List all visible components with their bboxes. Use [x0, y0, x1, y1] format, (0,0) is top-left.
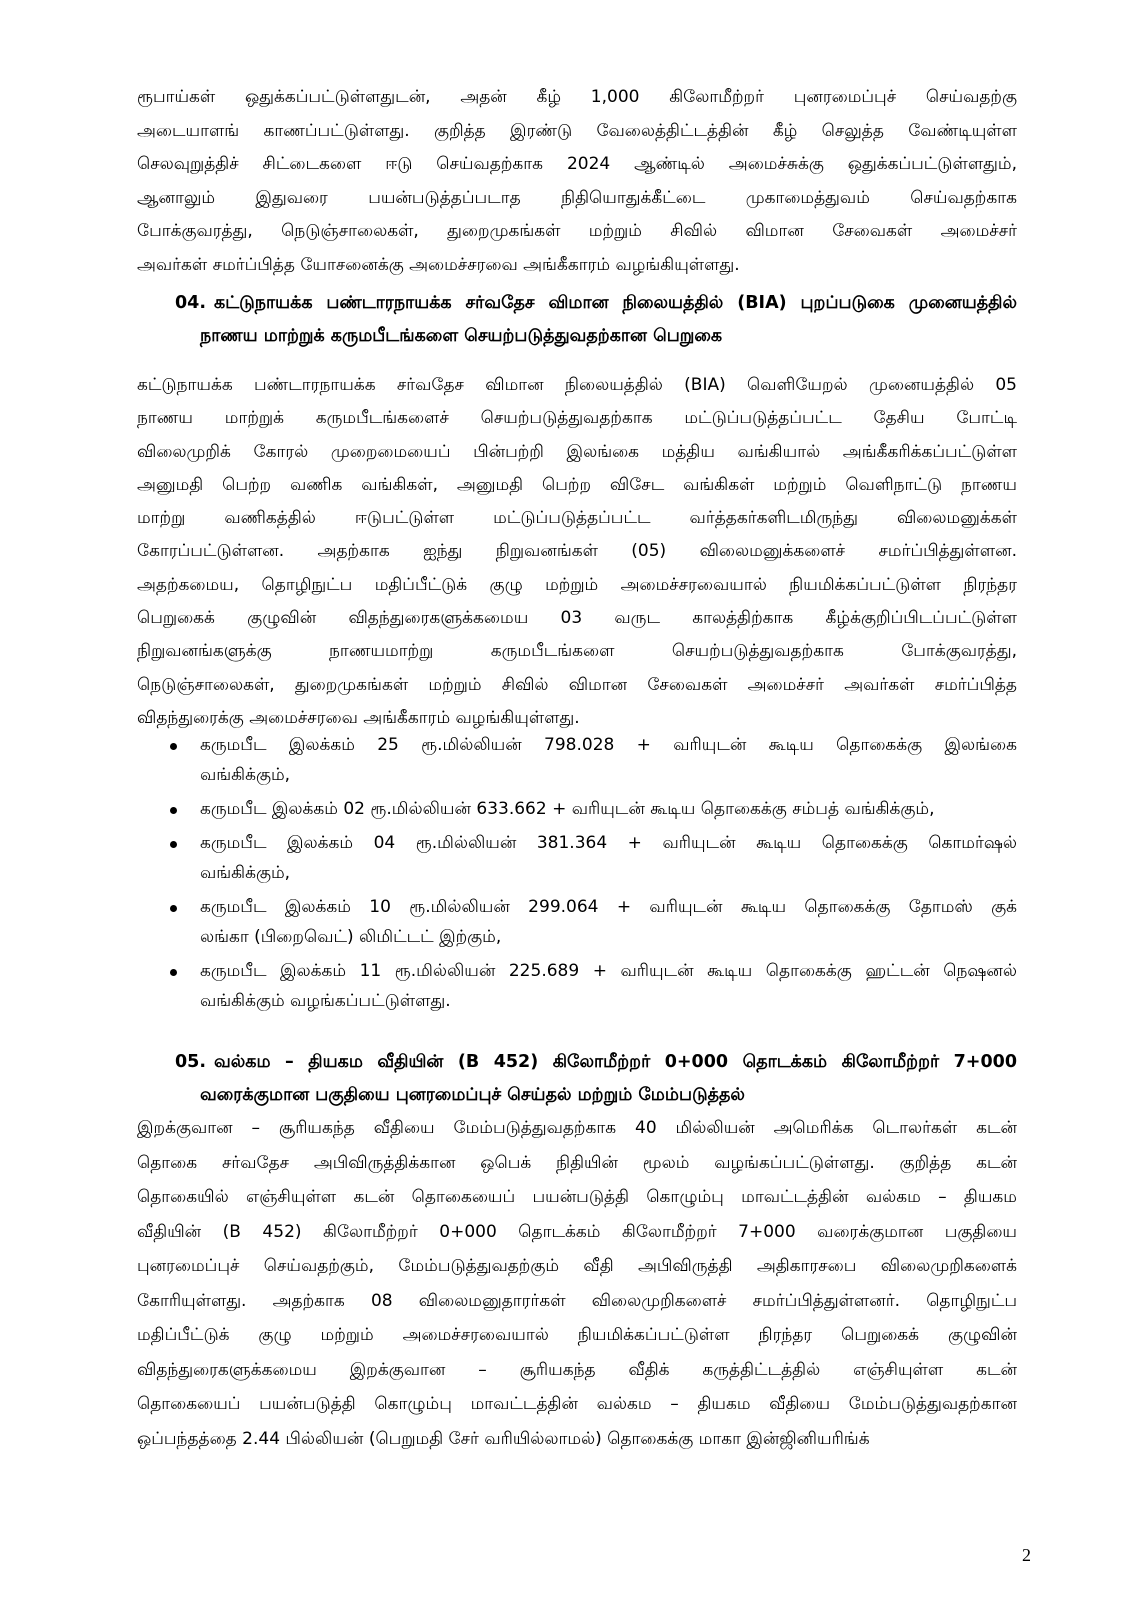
paragraph-top	[137, 81, 1017, 282]
bullet-item-line: கருமபீட இலக்கம் 02 ரூ.மில்லியன் 633.662 + வரியுடன் கூடிய தொகைக்கு சம்பத் வங்கிக்கும்,	[200, 799, 935, 819]
section-04-number: 04.	[175, 293, 207, 313]
bullet-item	[170, 892, 1017, 952]
bullet-item-line: லங்கா (பிறைவெட்) லிமிட்டட் இற்கும்,	[200, 927, 502, 947]
section-05-paragraph-line: விதந்துரைகளுக்கமைய இறக்குவான – சூரியகந்த வீதிக் கருத்திட்டத்தில் எஞ்சியுள்ள கடன்	[137, 1359, 1017, 1380]
section-04-paragraph-line: அதற்கமைய, தொழிநுட்ப மதிப்பீட்டுக் குழு மற்றும் அமைச்சரவையால் நியமிக்கப்பட்டுள்ள நிரந்தர	[137, 574, 1017, 595]
section-05-title-part-1: வல்கம – தியகம வீதியின் (B 452) கிலோமீற்றர் 0+000 தொடக்கம் கிலோமீற்றர் 7+000	[214, 1052, 1017, 1072]
bullet-item-line: வங்கிக்கும்,	[200, 765, 291, 785]
section-05-paragraph-line: ஒப்பந்தத்தை 2.44 பில்லியன் (பெறுமதி சேர் வரியில்லாமல்) தொகைக்கு மாகா இன்ஜினியரிங்க்	[137, 1428, 870, 1449]
section-05-heading-line-2	[175, 1079, 1017, 1112]
section-04-paragraph-line: கோரப்பட்டுள்ளன. அதற்காக ஐந்து நிறுவனங்கள் (05) விலைமனுக்களைச் சமர்ப்பித்துள்ளன.	[137, 541, 1017, 562]
bullet-item	[170, 730, 1017, 790]
section-04-heading	[175, 287, 1017, 353]
section-05-paragraph-line: வீதியின் (B 452) கிலோமீற்றர் 0+000 தொடக்கம் கிலோமீற்றர் 7+000 வரைக்குமான பகுதியை	[137, 1221, 1017, 1242]
bullet-item	[170, 828, 1017, 888]
bullet-item-line: கருமபீட இலக்கம் 11 ரூ.மில்லியன் 225.689 + வரியுடன் கூடிய தொகைக்கு ஹட்டன் நெஷனல்	[200, 961, 1017, 981]
section-05-paragraph-line: மதிப்பீட்டுக் குழு மற்றும் அமைச்சரவையால் நியமிக்கப்பட்டுள்ள நிரந்தர பெறுகைக் குழுவின்	[137, 1325, 1017, 1345]
bullet-item	[170, 794, 1017, 824]
section-04-paragraph-line: விலைமுறிக் கோரல் முறைமையைப் பின்பற்றி இலங்கை மத்திய வங்கியால் அங்கீகரிக்கப்பட்டுள்ள	[137, 441, 1017, 462]
bullet-item-line: கருமபீட இலக்கம் 25 ரூ.மில்லியன் 798.028 + வரியுடன் கூடிய தொகைக்கு இலங்கை	[200, 735, 1017, 755]
section-04-paragraph-line: நாணய மாற்றுக் கருமபீடங்களைச் செயற்படுத்துவதற்காக மட்டுப்படுத்தப்பட்ட தேசிய போட்டி	[137, 408, 1017, 429]
paragraph-top-line: செலவுறுத்திச் சிட்டைகளை ஈடு செய்வதற்காக 2024 ஆண்டில் அமைச்சுக்கு ஒதுக்கப்பட்டுள்ளதும்,	[137, 154, 1017, 174]
section-04-title-part-1: கட்டுநாயக்க பண்டாரநாயக்க சர்வதேச விமான நிலையத்தில் (BIA) புறப்படுகை முனையத்தில்	[214, 293, 1017, 313]
page-number: 2	[1022, 1545, 1031, 1565]
bullet-item	[170, 956, 1017, 1016]
section-05-paragraph-line: புனரமைப்புச் செய்வதற்கும், மேம்படுத்துவதற்கும் வீதி அபிவிருத்தி அதிகாரசபை விலைமுறிகளைக்	[137, 1256, 1017, 1276]
paragraph-top-line: போக்குவரத்து, நெடுஞ்சாலைகள், துறைமுகங்கள் மற்றும் சிவில் விமான சேவைகள் அமைச்சர்	[137, 221, 1017, 241]
bullet-item-line: கருமபீட இலக்கம் 04 ரூ.மில்லியன் 381.364 + வரியுடன் கூடிய தொகைக்கு கொமர்ஷல்	[200, 833, 1017, 853]
section-04-paragraph-line: பெறுகைக் குழுவின் விதந்துரைகளுக்கமைய 03 வருட காலத்திற்காக கீழ்க்குறிப்பிடப்பட்டுள்ள	[137, 608, 1017, 629]
bullet-dot-icon	[170, 807, 177, 814]
section-05-heading	[175, 1046, 1017, 1112]
section-04-bullet-list	[170, 730, 1017, 1020]
section-04-paragraph-line: அனுமதி பெற்ற வணிக வங்கிகள், அனுமதி பெற்ற விசேட வங்கிகள் மற்றும் வெளிநாட்டு நாணய	[137, 474, 1017, 495]
section-05-heading-line-1	[175, 1046, 1017, 1079]
section-05-number: 05.	[175, 1052, 207, 1072]
bullet-item-line: வங்கிக்கும்,	[200, 863, 291, 883]
section-04-paragraph-line: நிறுவனங்களுக்கு நாணயமாற்று கருமபீடங்களை செயற்படுத்துவதற்காக போக்குவரத்து,	[137, 641, 1017, 662]
bullet-dot-icon	[170, 743, 177, 750]
section-05-paragraph-line: இறக்குவான – சூரியகந்த வீதியை மேம்படுத்துவதற்காக 40 மில்லியன் அமெரிக்க டொலர்கள் கடன்	[137, 1118, 1017, 1138]
paragraph-top-line: அவர்கள் சமர்ப்பித்த யோசனைக்கு அமைச்சரவை அங்கீகாரம் வழங்கியுள்ளது.	[137, 254, 740, 275]
bullet-dot-icon	[170, 969, 177, 976]
section-04-paragraph-line: மாற்று வணிகத்தில் ஈடுபட்டுள்ள மட்டுப்படுத்தப்பட்ட வர்த்தகர்களிடமிருந்து விலைமனுக்கள்	[137, 508, 1017, 529]
section-04-paragraph-line: கட்டுநாயக்க பண்டாரநாயக்க சர்வதேச விமான நிலையத்தில் (BIA) வெளியேறல் முனையத்தில் 05	[137, 375, 1017, 395]
section-05-paragraph-line: கோரியுள்ளது. அதற்காக 08 விலைமனுதாரர்கள் விலைமுறிகளைச் சமர்ப்பித்துள்ளனர். தொழிநுட்ப	[137, 1290, 1017, 1311]
paragraph-top-line: ரூபாய்கள் ஒதுக்கப்பட்டுள்ளதுடன், அதன் கீழ் 1,000 கிலோமீற்றர் புனரமைப்புச் செய்வதற்கு	[137, 87, 1017, 107]
bullet-dot-icon	[170, 905, 177, 912]
section-05-title-part-2: வரைக்குமான பகுதியை புனரமைப்புச் செய்தல் மற்றும் மேம்படுத்தல்	[200, 1085, 745, 1105]
section-05-paragraph-line: தொகை சர்வதேச அபிவிருத்திக்கான ஒபெக் நிதியின் மூலம் வழங்கப்பட்டுள்ளது. குறித்த கடன்	[137, 1152, 1017, 1173]
section-04-heading-line-2	[175, 320, 1017, 353]
section-04-title-part-2: நாணய மாற்றுக் கருமபீடங்களை செயற்படுத்துவதற்கான பெறுகை	[200, 326, 723, 346]
section-04-heading-line-1	[175, 287, 1017, 320]
section-05-paragraph	[137, 1111, 1017, 1456]
bullet-dot-icon	[170, 841, 177, 848]
paragraph-top-line: அடையாளங் காணப்பட்டுள்ளது. குறித்த இரண்டு வேலைத்திட்டத்தின் கீழ் செலுத்த வேண்டியுள்ள	[137, 120, 1017, 141]
section-04-paragraph-line: நெடுஞ்சாலைகள், துறைமுகங்கள் மற்றும் சிவில் விமான சேவைகள் அமைச்சர் அவர்கள் சமர்ப்பித்த	[137, 674, 1017, 695]
section-04-paragraph-line: விதந்துரைக்கு அமைச்சரவை அங்கீகாரம் வழங்கியுள்ளது.	[137, 707, 580, 728]
section-04-paragraph	[137, 369, 1017, 735]
section-05-paragraph-line: தொகையில் எஞ்சியுள்ள கடன் தொகையைப் பயன்படுத்தி கொழும்பு மாவட்டத்தின் வல்கம – தியகம	[137, 1187, 1017, 1207]
paragraph-top-line: ஆனாலும் இதுவரை பயன்படுத்தப்படாத நிதியொதுக்கீட்டை முகாமைத்துவம் செய்வதற்காக	[137, 187, 1017, 208]
bullet-item-line: வங்கிக்கும் வழங்கப்பட்டுள்ளது.	[200, 991, 451, 1011]
section-05-paragraph-line: தொகையைப் பயன்படுத்தி கொழும்பு மாவட்டத்தின் வல்கம – தியகம வீதியை மேம்படுத்துவதற்கான	[137, 1394, 1017, 1414]
bullet-item-line: கருமபீட இலக்கம் 10 ரூ.மில்லியன் 299.064 + வரியுடன் கூடிய தொகைக்கு தோமஸ் குக்	[200, 897, 1017, 917]
